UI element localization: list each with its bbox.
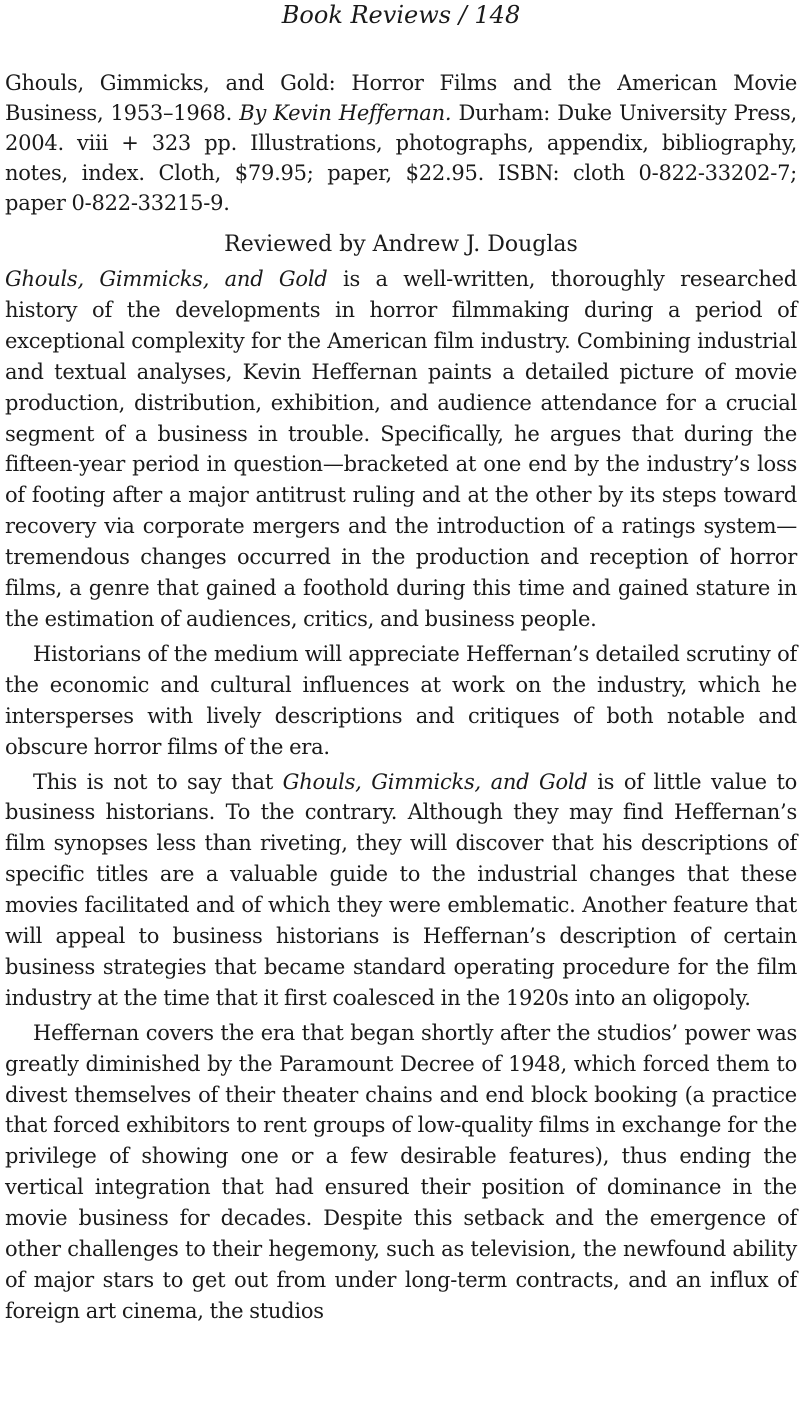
paragraph-1 (5, 264, 797, 635)
book-citation (5, 68, 797, 218)
review-page (5, 0, 797, 1327)
paragraph-2: Historians of the medium will appreciate Heffernan’s detailed scrutiny of the economic and cultural influences at work on the industry, which he intersperses with lively descriptions and critiques of both notable and obscure horror films of the era. (5, 641, 797, 759)
running-head-separator: / (451, 1, 475, 29)
reviewer-line: Reviewed by Andrew J. Douglas (224, 232, 578, 257)
paragraph-4: Heffernan covers the era that began shortly after the studios’ power was greatly diminished by the Paramount Decree of 1948, which forced them to divest themselves of their theater chains and end block booking (a practice that forced exhibitors to rent groups of low-quality films in exchange for the privilege of showing one or a few desirable features), thus ending the vertical integration that had ensured their position of dominance in the movie business for decades. Despite this setback and the emergence of other challenges to their hegemony, such as television, the newfound ability of major stars to get out from under long-term contracts, and an influx of foreign art cinema, the studios (5, 1020, 797, 1323)
paragraph-3-before: This is not to say that (33, 769, 283, 794)
paragraph-3-after: is of little value to business historians. To the contrary. Although they may find Heffernan’s film synopses less than riveting, they will discover that his descriptions of specific titles are a valuable guide to the industrial changes that these movies facilitated and of which they were emblematic. Another feature that will appeal to business historians is Heffernan’s description of certain business strategies that became standard operating procedure for the film industry at the time that it first coalesced in the 1920s into an oligopoly. (5, 769, 798, 1010)
paragraph-1-text: is a well-written, thoroughly researched history of the developments in horror filmmaking during a period of exceptional complexity for the American film industry. Combining industrial and textual analyses, Kevin Heffernan paints a detailed picture of movie production, distribution, exhibition, and audience attendance for a crucial segment of a business in trouble. Specifically, he argues that during the fifteen-year period in question—bracketed at one end by the industry’s loss of footing after a major antitrust ruling and at the other by its steps toward recovery via corporate mergers and the introduction of a ratings system—tremendous changes occurred in the production and reception of horror films, a genre that gained a foothold during this time and gained stature in the estimation of audiences, critics, and business people. (5, 267, 797, 631)
book-author: By Kevin Heffernan. (239, 101, 452, 125)
paragraph-3-title: Ghouls, Gimmicks, and Gold (282, 769, 588, 794)
running-head (5, 0, 797, 48)
book-title: Ghouls, Gimmicks, and Gold: Horror Films and the American Movie Business, 1953–1968. (5, 71, 797, 125)
paragraph-3 (5, 767, 797, 1014)
review-body (5, 264, 797, 1327)
book-details: Durham: Duke University Press, 2004. viii + 323 pp. Illustrations, photographs, appendix, bibliography, notes, index. Cloth, $79.95; paper, $22.95. ISBN: cloth 0-822-33202-7; paper 0-822-33215-9. (5, 101, 797, 215)
page-number: 148 (474, 1, 521, 29)
paragraph-1-lead-title: Ghouls, Gimmicks, and Gold (5, 267, 328, 291)
running-head-section: Book Reviews (281, 1, 452, 29)
